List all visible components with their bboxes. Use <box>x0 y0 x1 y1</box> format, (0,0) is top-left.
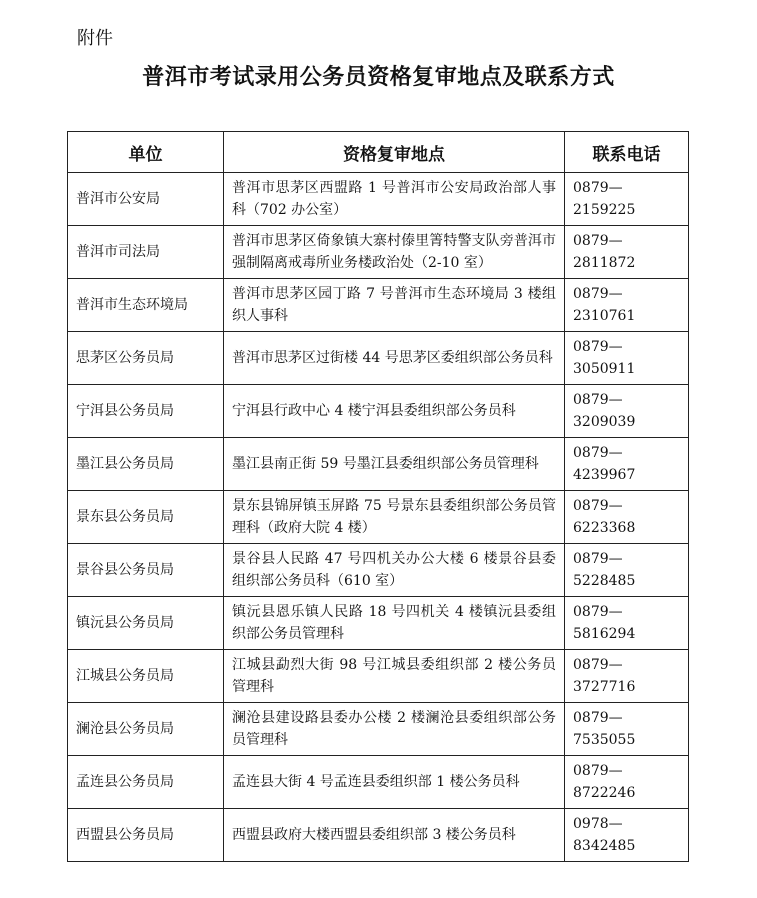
phone-cell: 0879—8722246 <box>565 756 689 809</box>
phone-cell: 0879—2159225 <box>565 173 689 226</box>
address-cell: 江城县勐烈大街 98 号江城县委组织部 2 楼公务员管理科 <box>224 650 565 703</box>
table-row <box>68 173 689 226</box>
phone-cell: 0879—5816294 <box>565 597 689 650</box>
phone-cell: 0978—8342485 <box>565 809 689 862</box>
page-title: 普洱市考试录用公务员资格复审地点及联系方式 <box>142 65 615 90</box>
phone-cell: 0879—3209039 <box>565 385 689 438</box>
phone-cell: 0879—4239967 <box>565 438 689 491</box>
attachment-label: 附件 <box>77 28 113 49</box>
table-row <box>68 703 689 756</box>
phone-cell: 0879—2811872 <box>565 226 689 279</box>
phone-cell: 0879—7535055 <box>565 703 689 756</box>
unit-cell: 孟连县公务员局 <box>68 756 224 809</box>
phone-cell: 0879—5228485 <box>565 544 689 597</box>
table-row <box>68 650 689 703</box>
table-row <box>68 438 689 491</box>
address-cell: 澜沧县建设路县委办公楼 2 楼澜沧县委组织部公务员管理科 <box>224 703 565 756</box>
table-row <box>68 385 689 438</box>
address-cell: 普洱市思茅区西盟路 1 号普洱市公安局政治部人事科（702 办公室） <box>224 173 565 226</box>
table-row <box>68 491 689 544</box>
phone-cell: 0879—3727716 <box>565 650 689 703</box>
table-row <box>68 597 689 650</box>
table-header-row <box>68 132 689 173</box>
table-row <box>68 226 689 279</box>
contact-table <box>67 131 689 862</box>
phone-cell: 0879—6223368 <box>565 491 689 544</box>
address-cell: 景东县锦屏镇玉屏路 75 号景东县委组织部公务员管理科（政府大院 4 楼） <box>224 491 565 544</box>
address-cell: 景谷县人民路 47 号四机关办公大楼 6 楼景谷县委组织部公务员科（610 室） <box>224 544 565 597</box>
address-cell: 墨江县南正街 59 号墨江县委组织部公务员管理科 <box>224 438 565 491</box>
unit-cell: 普洱市司法局 <box>68 226 224 279</box>
table-row <box>68 809 689 862</box>
unit-cell: 景谷县公务员局 <box>68 544 224 597</box>
unit-cell: 江城县公务员局 <box>68 650 224 703</box>
address-cell: 普洱市思茅区过街楼 44 号思茅区委组织部公务员科 <box>224 332 565 385</box>
table-row <box>68 332 689 385</box>
unit-cell: 宁洱县公务员局 <box>68 385 224 438</box>
table-row <box>68 279 689 332</box>
address-cell: 普洱市思茅区倚象镇大寨村傣里箐特警支队旁普洱市强制隔离戒毒所业务楼政治处（2-10 室） <box>224 226 565 279</box>
unit-cell: 镇沅县公务员局 <box>68 597 224 650</box>
phone-cell: 0879—2310761 <box>565 279 689 332</box>
unit-cell: 景东县公务员局 <box>68 491 224 544</box>
address-cell: 宁洱县行政中心 4 楼宁洱县委组织部公务员科 <box>224 385 565 438</box>
column-header-unit: 单位 <box>68 132 224 173</box>
column-header-phone: 联系电话 <box>565 132 689 173</box>
address-cell: 镇沅县恩乐镇人民路 18 号四机关 4 楼镇沅县委组织部公务员管理科 <box>224 597 565 650</box>
unit-cell: 墨江县公务员局 <box>68 438 224 491</box>
unit-cell: 思茅区公务员局 <box>68 332 224 385</box>
unit-cell: 澜沧县公务员局 <box>68 703 224 756</box>
address-cell: 普洱市思茅区园丁路 7 号普洱市生态环境局 3 楼组织人事科 <box>224 279 565 332</box>
unit-cell: 西盟县公务员局 <box>68 809 224 862</box>
unit-cell: 普洱市公安局 <box>68 173 224 226</box>
table-row <box>68 544 689 597</box>
table-row <box>68 756 689 809</box>
column-header-address: 资格复审地点 <box>224 132 565 173</box>
address-cell: 西盟县政府大楼西盟县委组织部 3 楼公务员科 <box>224 809 565 862</box>
phone-cell: 0879—3050911 <box>565 332 689 385</box>
unit-cell: 普洱市生态环境局 <box>68 279 224 332</box>
address-cell: 孟连县大街 4 号孟连县委组织部 1 楼公务员科 <box>224 756 565 809</box>
